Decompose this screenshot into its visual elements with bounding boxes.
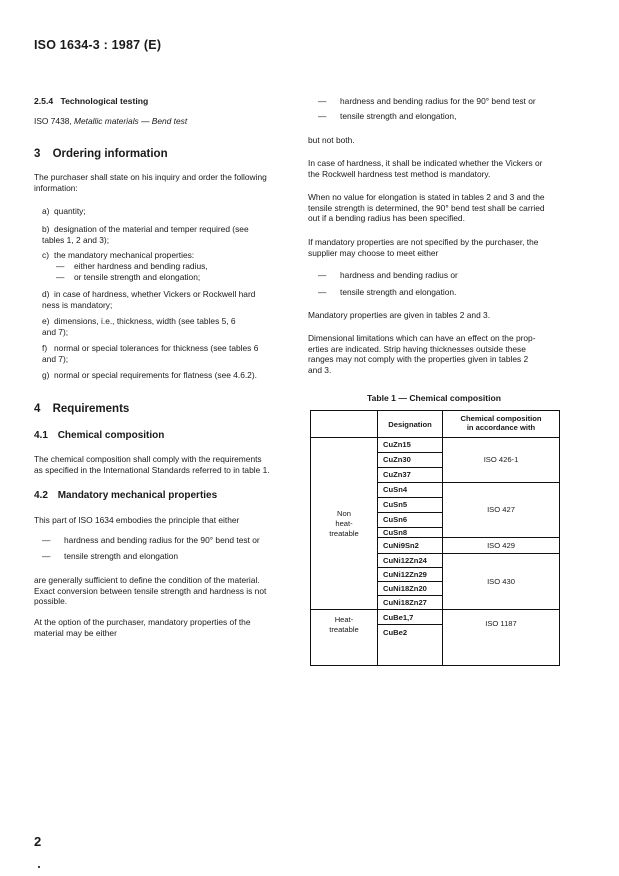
text-line: Exact conversion between tensile strength and hardness is not — [34, 585, 267, 596]
designation-cell: CuNi12Zn29 — [383, 570, 427, 579]
text-line: material may be either — [34, 627, 117, 638]
group-divider — [311, 609, 559, 610]
item-text: or tensile strength and elongation; — [74, 272, 201, 282]
ordering-intro — [34, 172, 282, 193]
text-line: If mandatory properties are not specified by the purchaser, the — [308, 237, 539, 247]
dash-bullet: — — [318, 270, 327, 280]
dash-bullet: — — [318, 96, 327, 106]
elongation-note — [308, 192, 545, 224]
designation-cell: CuZn30 — [383, 455, 411, 464]
section-number: 3 — [34, 148, 41, 160]
group-line: treatable — [329, 529, 359, 538]
row-divider — [377, 467, 443, 468]
table-1-title: Table 1 — Chemical composition — [366, 393, 502, 403]
list-text: tensile strength and elongation — [64, 551, 179, 561]
row-divider — [377, 595, 443, 596]
row-divider — [377, 482, 559, 483]
item-label: a) — [42, 206, 50, 216]
text-line: the Rockwell hardness test method is mandatory. — [308, 168, 491, 179]
text-line: When no value for elongation is stated in tables 2 and 3 and the — [308, 192, 545, 202]
designation-cell: CuZn37 — [383, 470, 411, 479]
text-line: possible. — [34, 596, 68, 607]
row-divider — [377, 452, 443, 453]
text-line: out if a bending radius has been specified. — [308, 213, 465, 224]
row-divider — [377, 553, 559, 554]
but-not-both: but not both. — [308, 135, 355, 145]
section-4-2-heading — [34, 490, 217, 501]
reference-code: ISO 7438, — [34, 116, 72, 126]
reference-cell: ISO 430 — [487, 577, 515, 586]
list-text: hardness and bending radius for the 90° bend test or — [64, 535, 260, 545]
row-divider — [377, 512, 443, 513]
text-line: Dimensional limitations which can have an effect on the prop- — [308, 333, 536, 343]
list-text: hardness and bending radius for the 90° bend test or — [340, 96, 536, 106]
group-non-heat-treatable — [311, 509, 377, 539]
item-text: normal or special requirements for flatness (see 4.6.2). — [54, 370, 257, 380]
designation-cell: CuSn5 — [383, 500, 408, 509]
reference-cell: ISO 427 — [487, 505, 515, 514]
page-number: 2 — [34, 834, 42, 849]
designation-cell: CuSn4 — [383, 485, 408, 494]
text-line: and 3. — [308, 364, 332, 375]
item-label: d) — [42, 289, 50, 299]
row-divider — [377, 567, 443, 568]
text-line: as specified in the International Standards referred to in table 1. — [34, 464, 270, 475]
row-divider — [377, 497, 443, 498]
dash-bullet: — — [56, 272, 65, 282]
text-line: are generally sufficient to define the condition of the material. — [34, 575, 260, 585]
list-text: tensile strength and elongation, — [340, 111, 457, 121]
section-title: Technological testing — [60, 96, 149, 106]
item-label: b) — [42, 224, 50, 234]
group-line: heat- — [335, 519, 353, 528]
item-text: designation of the material and temper required (see — [54, 224, 249, 234]
item-label: c) — [42, 250, 49, 260]
header-chemical-composition — [443, 414, 559, 432]
group-heat-treatable — [311, 615, 377, 635]
text-line: The chemical composition shall comply with the requirements — [34, 454, 262, 464]
item-text: ness is mandatory; — [42, 300, 113, 310]
designation-cell: CuNi18Zn27 — [383, 598, 427, 607]
text-line: supplier may choose to meet either — [308, 247, 439, 258]
row-divider — [377, 581, 443, 582]
designation-cell: CuSn8 — [383, 528, 408, 537]
item-text: normal or special tolerances for thickness (see tables 6 — [54, 343, 259, 353]
item-text: and 7); — [42, 354, 69, 364]
supplier-dash-list — [318, 270, 568, 300]
section-number: 4 — [34, 403, 41, 415]
section-title: Ordering information — [52, 148, 168, 160]
header-line: Chemical composition — [460, 414, 542, 423]
designation-cell: CuBe2 — [383, 628, 408, 637]
column-divider — [377, 411, 378, 665]
dash-bullet: — — [42, 535, 51, 545]
section-number: 4.1 — [34, 430, 48, 441]
bend-test-reference — [34, 116, 187, 127]
designation-cell: CuSn6 — [383, 515, 408, 524]
group-line: Heat- — [334, 615, 354, 624]
section-2-5-4-heading — [34, 96, 148, 106]
section-number: 4.2 — [34, 490, 48, 501]
supplier-choice-note — [308, 237, 538, 258]
section-4-heading — [34, 403, 129, 415]
hardness-method-note — [308, 158, 542, 179]
text-line: erties are indicated. Strip having thicknesses outside these — [308, 343, 526, 354]
scan-speck — [38, 866, 40, 868]
text-line: At the option of the purchaser, mandatory properties of the — [34, 617, 251, 627]
section-title: Mandatory mechanical properties — [57, 490, 218, 501]
ordering-list — [42, 206, 282, 386]
item-text: in case of hardness, whether Vickers or Rockwell hard — [54, 289, 256, 299]
designation-cell: CuNi9Sn2 — [383, 541, 419, 550]
item-label: e) — [42, 316, 50, 326]
chemical-composition-text — [34, 454, 270, 475]
purchaser-option — [34, 617, 251, 638]
dash-bullet: — — [56, 261, 65, 271]
dash-bullet: — — [318, 287, 327, 297]
text-line: tensile strength is determined, the 90° bend test shall be carried — [308, 202, 545, 213]
designation-cell: CuNi18Zn20 — [383, 584, 427, 593]
dimensional-limitations-note — [308, 333, 536, 375]
dash-bullet: — — [42, 551, 51, 561]
item-text: quantity; — [54, 206, 86, 216]
row-divider — [377, 537, 559, 538]
conversion-note — [34, 575, 266, 607]
mandatory-properties-note: Mandatory properties are given in tables 2 and 3. — [308, 310, 491, 320]
document-header: ISO 1634-3 : 1987 (E) — [34, 38, 162, 52]
row-divider — [377, 624, 443, 625]
text-line: In case of hardness, it shall be indicated whether the Vickers or — [308, 158, 543, 168]
header-line: in accordance with — [466, 423, 536, 432]
item-text: either hardness and bending radius, — [74, 261, 208, 271]
section-title: Chemical composition — [57, 430, 165, 441]
reference-cell: ISO 1187 — [485, 619, 517, 628]
dash-bullet: — — [318, 111, 327, 121]
item-text: dimensions, i.e., thickness, width (see tables 5, 6 — [54, 316, 236, 326]
section-4-1-heading — [34, 430, 164, 441]
group-line: treatable — [329, 625, 359, 634]
principle-intro: This part of ISO 1634 embodies the principle that either — [34, 515, 240, 525]
item-label: g) — [42, 370, 50, 380]
chemical-composition-table — [310, 410, 560, 666]
header-divider — [311, 437, 559, 438]
reference-title: Metallic materials — Bend test — [74, 116, 188, 126]
item-label: f) — [42, 343, 48, 353]
text-line: ranges may not comply with the properties given in tables 2 — [308, 354, 529, 365]
list-text: tensile strength and elongation. — [340, 287, 457, 297]
item-text: and 7); — [42, 327, 69, 337]
text-line: information: — [34, 182, 78, 193]
reference-cell: ISO 429 — [487, 541, 515, 550]
designation-cell: CuNi12Zn24 — [383, 556, 427, 565]
designation-cell: CuBe1,7 — [383, 613, 414, 622]
option-dash-list — [318, 96, 568, 126]
section-number: 2.5.4 — [34, 96, 54, 106]
section-title: Requirements — [52, 403, 130, 415]
principle-dash-list — [42, 535, 282, 575]
item-text: tables 1, 2 and 3); — [42, 235, 110, 245]
header-designation: Designation — [388, 420, 432, 429]
item-text: the mandatory mechanical properties: — [54, 250, 195, 260]
designation-cell: CuZn15 — [383, 440, 411, 449]
group-line: Non — [337, 509, 351, 518]
reference-cell: ISO 426-1 — [483, 455, 519, 464]
list-text: hardness and bending radius or — [340, 270, 458, 280]
section-3-heading — [34, 148, 168, 160]
text-line: The purchaser shall state on his inquiry and order the following — [34, 172, 267, 182]
